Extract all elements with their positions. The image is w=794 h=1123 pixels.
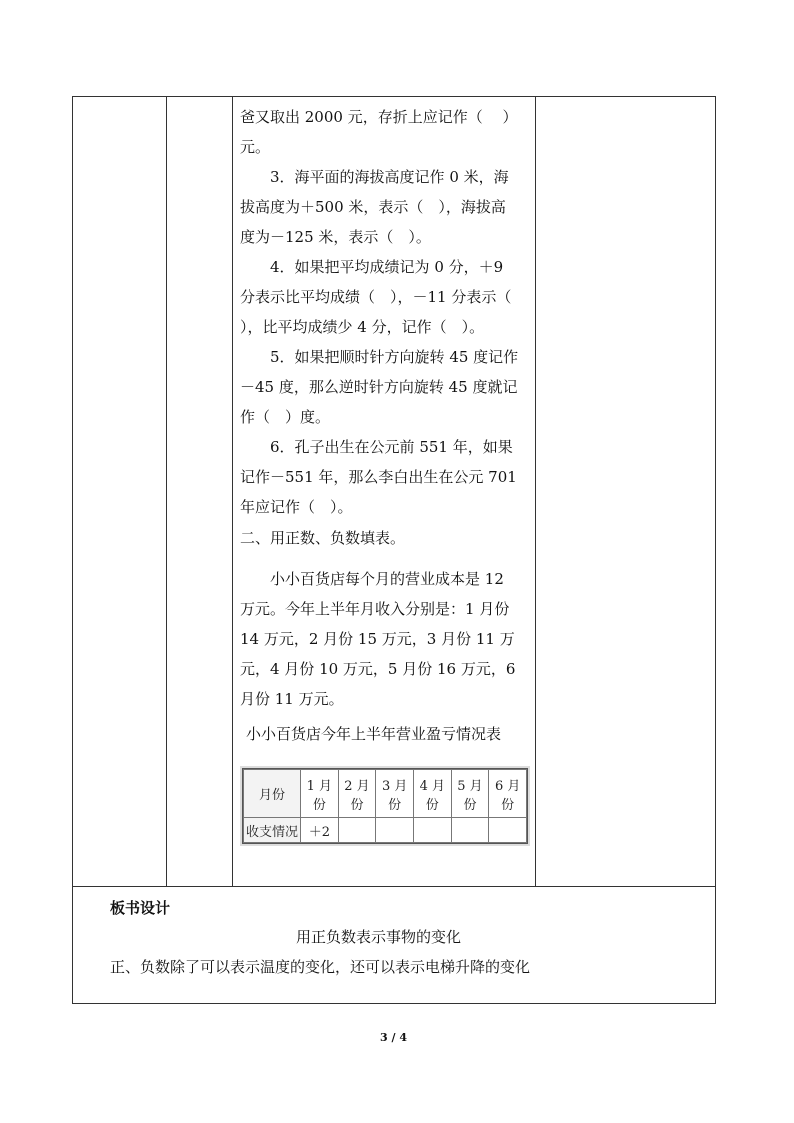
table-cell bbox=[451, 818, 489, 843]
text-line: 14 万元，2 月份 15 万元，3 月份 11 万 bbox=[240, 630, 515, 648]
column-divider-1 bbox=[166, 96, 167, 886]
text-line: 爸又取出 2000 元，存折上应记作（ ） bbox=[240, 108, 518, 126]
table-header-row bbox=[244, 770, 527, 818]
section-heading: 二、用正数、负数填表。 bbox=[240, 529, 406, 547]
paragraph-3 bbox=[240, 162, 525, 252]
text-line: 元，4 月份 10 万元，5 月份 16 万元，6 bbox=[240, 660, 516, 678]
table-bottom-border bbox=[72, 1003, 716, 1004]
table-header-cell: 1 月份 bbox=[301, 770, 339, 818]
exercise-text bbox=[240, 102, 525, 522]
board-design-text: 正、负数除了可以表示温度的变化，还可以表示电梯升降的变化 bbox=[110, 958, 531, 976]
text-line: 作（ ）度。 bbox=[240, 408, 331, 426]
table-title: 小小百货店今年上半年营业盈亏情况表 bbox=[246, 725, 502, 743]
problem-text bbox=[240, 564, 525, 714]
profit-loss-table bbox=[242, 768, 528, 844]
text-line: 小小百货店每个月的营业成本是 12 bbox=[240, 570, 504, 588]
table-header-cell: 4 月份 bbox=[413, 770, 451, 818]
table-cell: 收支情况 bbox=[244, 818, 301, 843]
table-right-border bbox=[715, 96, 716, 1004]
board-design-title: 用正负数表示事物的变化 bbox=[296, 928, 462, 946]
table-header-cell: 6 月份 bbox=[489, 770, 527, 818]
text-line: 分表示比平均成绩（ ），－11 分表示（ bbox=[240, 288, 512, 306]
table-cell bbox=[489, 818, 527, 843]
text-line: 元。 bbox=[240, 138, 271, 156]
table-header-cell: 月份 bbox=[244, 770, 301, 818]
text-line: 6．孔子出生在公元前 551 年，如果 bbox=[240, 438, 513, 456]
table-header-cell: 2 月份 bbox=[338, 770, 376, 818]
paragraph-6 bbox=[240, 432, 525, 522]
table-cell bbox=[413, 818, 451, 843]
text-line: 拔高度为＋500 米，表示（ ），海拔高 bbox=[240, 198, 506, 216]
row-divider bbox=[72, 886, 716, 887]
table-header-cell: 3 月份 bbox=[376, 770, 414, 818]
table-row bbox=[244, 818, 527, 843]
text-line: 5．如果把顺时针方向旋转 45 度记作 bbox=[240, 348, 519, 366]
paragraph-2 bbox=[240, 102, 525, 162]
text-line: －45 度，那么逆时针方向旋转 45 度就记 bbox=[240, 378, 518, 396]
table-cell bbox=[338, 818, 376, 843]
page-number: 3 / 4 bbox=[380, 1031, 407, 1044]
text-line: 万元。今年上半年月收入分别是：1 月份 bbox=[240, 600, 510, 618]
table-cell bbox=[376, 818, 414, 843]
column-divider-2 bbox=[232, 96, 233, 886]
paragraph-4 bbox=[240, 252, 525, 342]
table-top-border bbox=[72, 96, 716, 97]
text-line: 记作－551 年，那么李白出生在公元 701 bbox=[240, 468, 517, 486]
text-line: 度为－125 米，表示（ ）。 bbox=[240, 228, 431, 246]
text-line: 3．海平面的海拔高度记作 0 米，海 bbox=[240, 168, 509, 186]
text-line: ），比平均成绩少 4 分，记作（ ）。 bbox=[240, 318, 485, 336]
text-line: 4．如果把平均成绩记为 0 分，＋9 bbox=[240, 258, 504, 276]
board-design-label: 板书设计 bbox=[110, 899, 171, 917]
table-left-border bbox=[72, 96, 73, 1004]
text-line: 月份 11 万元。 bbox=[240, 690, 344, 708]
table-header-cell: 5 月份 bbox=[451, 770, 489, 818]
table-cell: ＋2 bbox=[301, 818, 339, 843]
problem-paragraph bbox=[240, 564, 525, 714]
text-line: 年应记作（ ）。 bbox=[240, 498, 353, 516]
column-divider-3 bbox=[535, 96, 536, 886]
paragraph-5 bbox=[240, 342, 525, 432]
